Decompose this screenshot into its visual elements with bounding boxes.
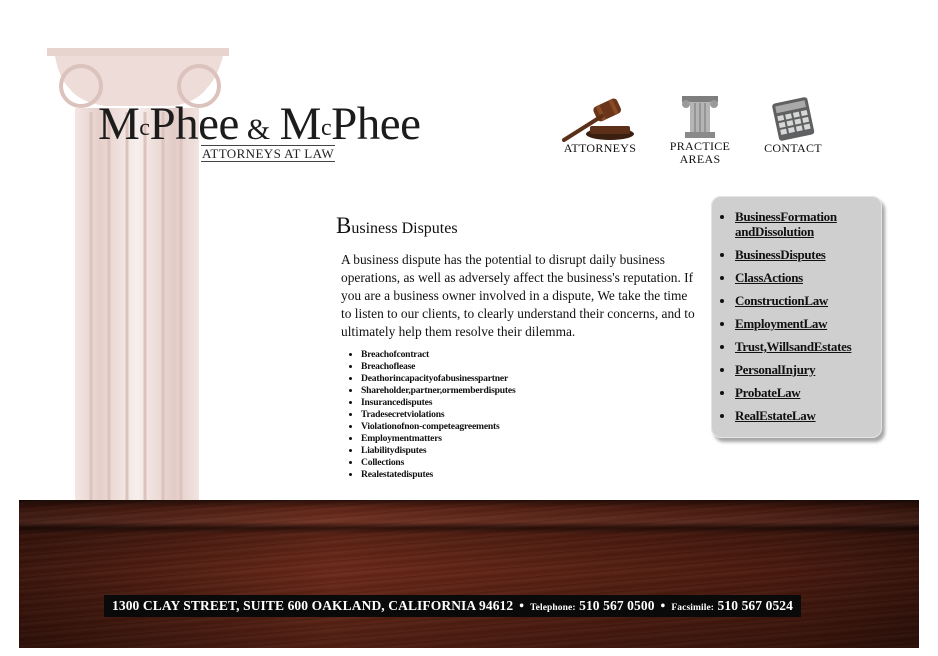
- facsimile-label: Facsimile:: [671, 603, 715, 613]
- page-title: Business Disputes: [336, 213, 458, 238]
- sidebar-link-employment-law[interactable]: EmploymentLaw: [735, 316, 828, 331]
- sidebar-link-business-formation[interactable]: BusinessFormation andDissolution: [735, 209, 837, 239]
- sidebar-link-personal-injury[interactable]: PersonalInjury: [735, 362, 816, 377]
- sidebar-item-real-estate-law: [735, 408, 882, 423]
- nav-practice-label-2: AREAS: [679, 152, 721, 166]
- list-item: • Insurancedisputes: [361, 397, 515, 409]
- intro-paragraph: A business dispute has the potential to disrupt daily business operations, as well as adversely affect the business's reputation. If you are a business owner involved in a dispute, We take the time to listen to our clients, to clearly understand their concerns, and to ultimately help them resolve their dilemma.: [341, 252, 695, 339]
- nav-contact[interactable]: [755, 96, 831, 155]
- sidebar-link-class-actions[interactable]: ClassActions: [735, 270, 803, 285]
- telephone-label: Telephone:: [530, 603, 576, 613]
- nav-practice-label-1: PRACTICE: [669, 139, 731, 153]
- calculator-icon: [769, 96, 817, 142]
- firm-name: $M^cPhee$ & $M^cPhee$: [98, 98, 421, 150]
- sidebar-item-employment-law: [735, 316, 882, 331]
- facsimile-number: 510 567 0524: [717, 598, 793, 613]
- list-item: • Tradesecretviolations: [361, 409, 515, 421]
- nav-attorneys-label: ATTORNEYS: [563, 141, 637, 155]
- telephone-number: 510 567 0500: [579, 598, 655, 613]
- nav-practice-areas[interactable]: [660, 94, 740, 166]
- sidebar-item-construction-law: [735, 293, 882, 308]
- sidebar-link-real-estate-law[interactable]: RealEstateLaw: [735, 408, 816, 423]
- sidebar-item-business-formation: [735, 209, 882, 239]
- footer-wood-banner: [19, 500, 919, 648]
- sidebar-item-trust-wills: [735, 339, 882, 354]
- list-item: • Shareholder,partner,ormemberdisputes: [361, 385, 515, 397]
- list-item: • Realestatedisputes: [361, 469, 515, 481]
- list-item: • Breachofcontract: [361, 349, 515, 361]
- sidebar-item-probate-law: [735, 385, 882, 400]
- footer-contact-info: 1300 CLAY STREET, SUITE 600 OAKLAND, CALIFORNIA 94612 • Telephone: 510 567 0500 • Facsimile: 510 567 0524: [104, 595, 801, 617]
- sidebar-item-business-disputes: [735, 247, 882, 262]
- gavel-icon: [560, 96, 640, 142]
- dispute-list: [343, 349, 515, 481]
- sidebar-link-trust-wills[interactable]: Trust,WillsandEstates: [735, 339, 852, 354]
- sidebar-item-personal-injury: [735, 362, 882, 377]
- practice-areas-list: [711, 196, 882, 423]
- sidebar-item-class-actions: [735, 270, 882, 285]
- column-icon: [680, 94, 720, 140]
- list-item: • Violationofnon-competeagreements: [361, 421, 515, 433]
- practice-areas-box: [711, 196, 882, 438]
- nav-attorneys[interactable]: [550, 96, 650, 155]
- firm-subtitle: ATTORNEYS AT LAW: [202, 146, 334, 161]
- firm-logo[interactable]: [98, 98, 458, 168]
- nav-contact-label: CONTACT: [764, 141, 822, 155]
- list-item: • Deathorincapacityofabusinesspartner: [361, 373, 515, 385]
- list-item: • Liabilitydisputes: [361, 445, 515, 457]
- list-item: • Employmentmatters: [361, 433, 515, 445]
- sidebar-link-probate-law[interactable]: ProbateLaw: [735, 385, 801, 400]
- footer-address: 1300 CLAY STREET, SUITE 600 OAKLAND, CALIFORNIA 94612: [112, 598, 514, 613]
- sidebar-link-construction-law[interactable]: ConstructionLaw: [735, 293, 829, 308]
- sidebar-link-business-disputes[interactable]: BusinessDisputes: [735, 247, 826, 262]
- list-item: • Collections: [361, 457, 515, 469]
- list-item: • Breachoflease: [361, 361, 515, 373]
